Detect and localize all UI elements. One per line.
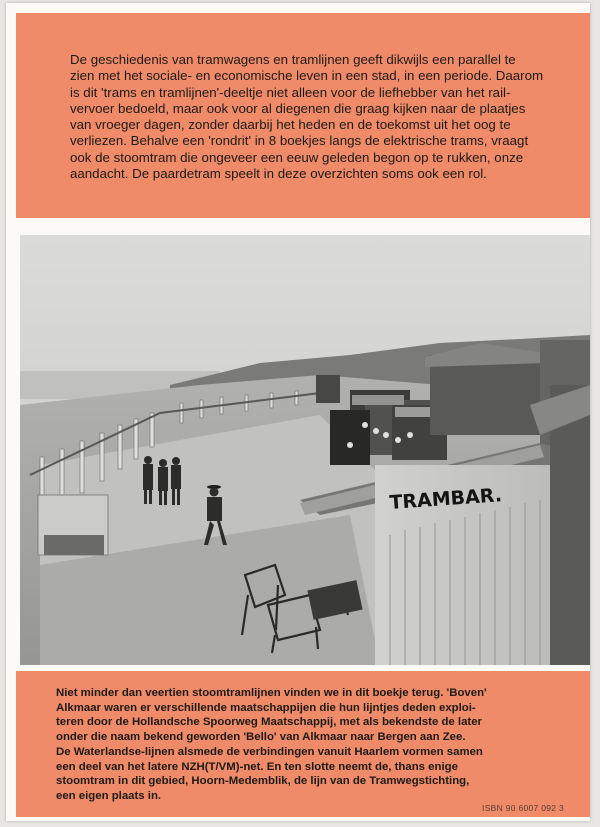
book-back-cover xyxy=(6,3,590,821)
intro-line: is dit 'trams en tramlijnen'-deeltje niet alleen voor de liefhebber van het rail- xyxy=(70,84,511,100)
summary-line: onder die naam bekend geworden 'Bello' van Alkmaar naar Bergen aan Zee. xyxy=(56,731,466,744)
top-text-panel xyxy=(16,13,590,218)
intro-line: vervoer bedoeld, maar ook voor al diegenen die graag kijken naar de plaatjes xyxy=(70,100,526,116)
intro-line: van vroeger dagen, zonder daarbij het heden en de toekomst uit het oog te xyxy=(70,117,511,133)
intro-line: verliezen. Behalve een 'rondrit' in 8 boekjes langs de elektrische trams, vraagt xyxy=(70,133,529,149)
summary-line: stoomtram in dit gebied, Hoorn-Medemblik, de lijn van de Tramwegstichting, xyxy=(56,775,470,788)
bottom-text-panel xyxy=(16,671,590,817)
summary-line: Niet minder dan veertien stoomtramlijnen vinden we in dit boekje terug. 'Boven' xyxy=(56,687,487,699)
photo-illustration xyxy=(20,235,590,665)
historic-tram-photo xyxy=(20,235,590,665)
summary-line: De Waterlandse-lijnen alsmede de verbindingen vanuit Haarlem vormen samen xyxy=(56,745,483,758)
intro-line: zien met het sociale- en economische leven in een stad, in een periode. Daarom xyxy=(70,68,544,84)
summary-line: teren door de Hollandsche Spoorweg Maatschappij, met als bekendste de later xyxy=(56,716,482,729)
summary-line: een eigen plaats in. xyxy=(56,789,162,802)
summary-line: Alkmaar waren er verschillende maatschappijen die hun lijntjes deden exploi- xyxy=(56,701,476,714)
intro-line: De geschiedenis van tramwagens en tramlijnen geeft dikwijls een parallel te xyxy=(70,52,516,67)
intro-line: ook de stoomtram die ongeveer een eeuw geleden begon op te rukken, onze xyxy=(70,149,524,165)
isbn-number: ISBN 90 6007 092 3 xyxy=(482,803,564,813)
intro-line: aandacht. De paardetram speelt in deze overzichten soms ook een rol. xyxy=(70,166,487,182)
summary-paragraph xyxy=(56,686,576,804)
trambar-sign: TRAMBAR. xyxy=(388,484,503,514)
summary-line: een deel van het latere NZH(T/VM)-net. En ten slotte neemt de, thans enige xyxy=(56,760,458,773)
intro-paragraph xyxy=(70,52,590,182)
